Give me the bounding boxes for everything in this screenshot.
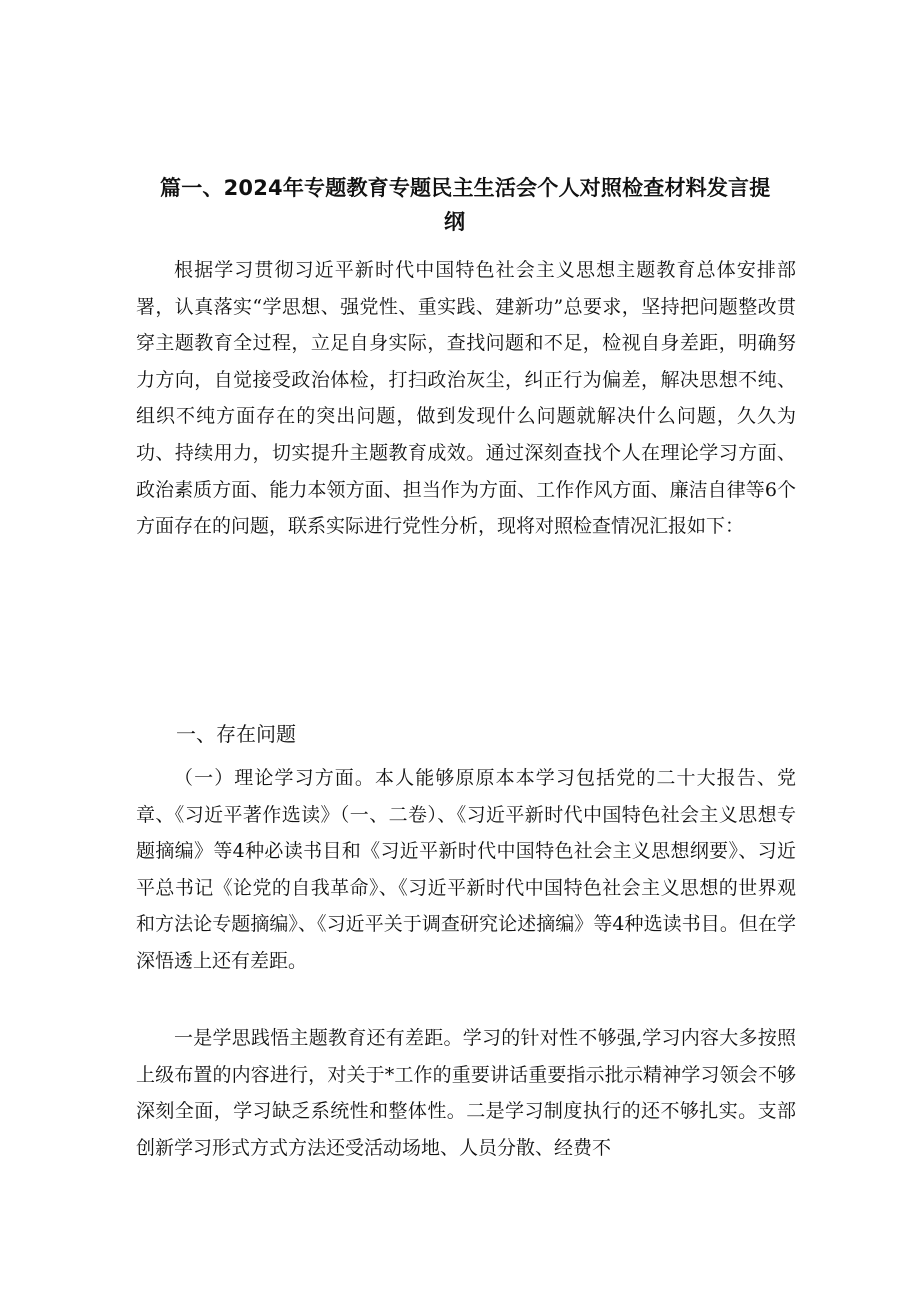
intro-block <box>136 252 796 545</box>
subsection-paragraph: （一）理论学习方面。本人能够原原本本学习包括党的二十大报告、党章、《习近平著作选读》（一、二卷）、《习近平新时代中国特色社会主义思想专题摘编》等4种必读书目和《习近平新时代中国特色社会主义思想纲要》、习近平总书记《论党的自我革命》、《习近平新时代中国特色社会主义思想的世界观和方法论专题摘编》、《习近平关于调查研究论述摘编》等4种选读书目。但在学深悟透上还有差距。 <box>136 767 796 972</box>
detail-paragraph: 一是学思践悟主题教育还有差距。学习的针对性不够强,学习内容大多按照上级布置的内容进行，对关于*工作的重要讲话重要指示批示精神学习领会不够深刻全面，学习缺乏系统性和整体性。二是学习制度执行的还不够扎实。支部创新学习形式方式方法还受活动场地、人员分散、经费不 <box>136 1027 796 1159</box>
subsection-block <box>136 760 796 980</box>
document-title: 篇一、2024年专题教育专题民主生活会个人对照检查材料发言提 <box>160 176 771 200</box>
section-heading: 一、存在问题 <box>176 722 296 746</box>
detail-block <box>136 1020 796 1166</box>
document-title-continued: 纲 <box>444 210 466 234</box>
intro-paragraph: 根据学习贯彻习近平新时代中国特色社会主义思想主题教育总体安排部署，认真落实“学思想、强党性、重实践、建新功”总要求，坚持把问题整改贯穿主题教育全过程，立足自身实际，查找问题和不足，检视自身差距，明确努力方向，自觉接受政治体检，打扫政治灰尘，纠正行为偏差，解决思想不纯、组织不纯方面存在的突出问题，做到发现什么问题就解决什么问题，久久为功、持续用力，切实提升主题教育成效。通过深刻查找个人在理论学习方面、政治素质方面、能力本领方面、担当作为方面、工作作风方面、廉洁自律等6个方面存在的问题，联系实际进行党性分析，现将对照检查情况汇报如下： <box>136 259 796 538</box>
